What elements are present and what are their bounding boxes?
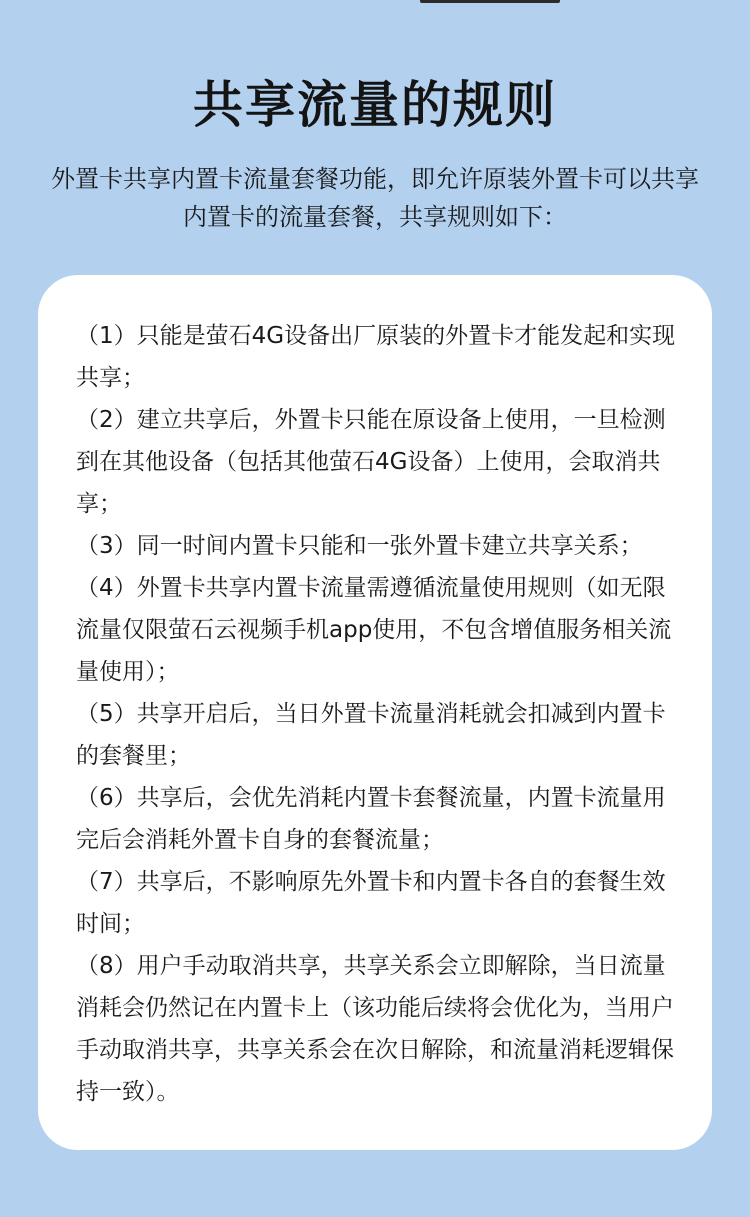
rule-item-7: （7）共享后，不影响原先外置卡和内置卡各自的套餐生效时间； — [76, 869, 666, 937]
rule-item-6: （6）共享后，会优先消耗内置卡套餐流量，内置卡流量用完后会消耗外置卡自身的套餐流量； — [76, 785, 666, 853]
rules-list — [76, 315, 676, 1113]
top-decoration-bar — [420, 0, 560, 3]
rule-item-2: （2）建立共享后，外置卡只能在原设备上使用，一旦检测到在其他设备（包括其他萤石4G设备）上使用，会取消共享； — [76, 407, 666, 517]
rules-card — [38, 275, 712, 1150]
rule-item-8: （8）用户手动取消共享，共享关系会立即解除，当日流量消耗会仍然记在内置卡上（该功能后续将会优化为，当用户手动取消共享，共享关系会在次日解除，和流量消耗逻辑保持一致）。 — [76, 953, 674, 1105]
rule-item-1: （1）只能是萤石4G设备出厂原装的外置卡才能发起和实现共享； — [76, 323, 676, 391]
page-title: 共享流量的规则 — [193, 76, 557, 134]
intro-text: 外置卡共享内置卡流量套餐功能，即允许原装外置卡可以共享内置卡的流量套餐，共享规则如下： — [51, 165, 699, 231]
rule-item-4: （4）外置卡共享内置卡流量需遵循流量使用规则（如无限流量仅限萤石云视频手机app使用，不包含增值服务相关流量使用）； — [76, 575, 672, 685]
rule-item-5: （5）共享开启后，当日外置卡流量消耗就会扣减到内置卡的套餐里； — [76, 701, 666, 769]
rule-item-3: （3）同一时间内置卡只能和一张外置卡建立共享关系； — [76, 533, 643, 559]
